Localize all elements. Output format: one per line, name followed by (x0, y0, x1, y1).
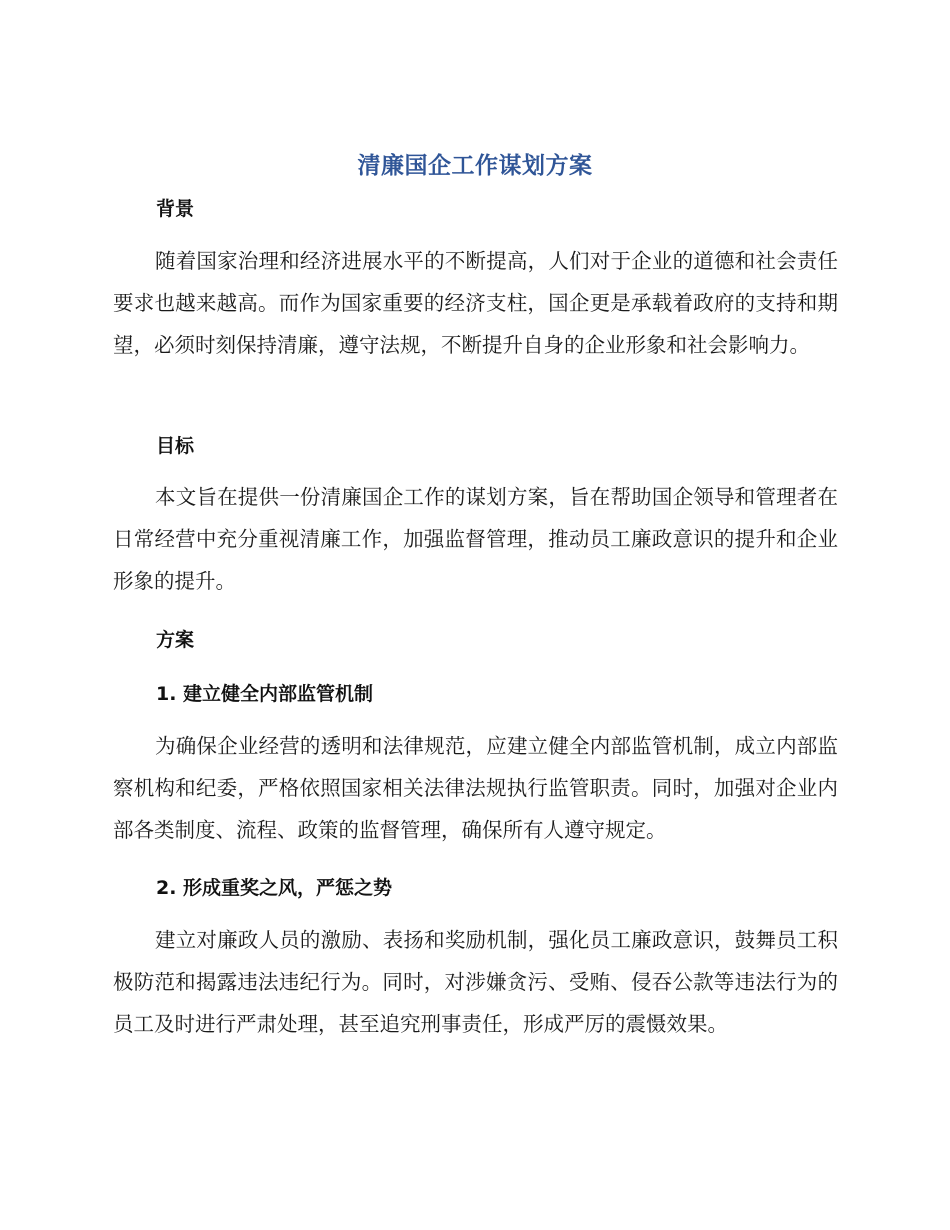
section-heading-background: 背景 (156, 198, 195, 220)
section-paragraph-background: 随着国家治理和经济进展水平的不断提高，人们对于企业的道德和社会责任要求也越来越高。而作为国家重要的经济支柱，国企更是承载着政府的支持和期望，必须时刻保持清廉，遵守法规，不断提升自身的企业形象和社会影响力。 (113, 249, 838, 357)
section-heading-goal: 目标 (156, 435, 195, 457)
page-title: 清廉国企工作谋划方案 (357, 153, 593, 179)
section-paragraph-plan-item-1: 为确保企业经营的透明和法律规范，应建立健全内部监管机制，成立内部监察机构和纪委，严格依照国家相关法律法规执行监管职责。同时，加强对企业内部各类制度、流程、政策的监督管理，确保所有人遵守规定。 (113, 734, 838, 842)
section-paragraph-goal: 本文旨在提供一份清廉国企工作的谋划方案，旨在帮助国企领导和管理者在日常经营中充分重视清廉工作，加强监督管理，推动员工廉政意识的提升和企业形象的提升。 (113, 485, 838, 593)
section-paragraph-plan-item-2: 建立对廉政人员的激励、表扬和奖励机制，强化员工廉政意识，鼓舞员工积极防范和揭露违法违纪行为。同时，对涉嫌贪污、受贿、侵吞公款等违法行为的员工及时进行严肃处理，甚至追究刑事责任，形成严厉的震慑效果。 (113, 928, 838, 1036)
section-heading-plan: 方案 (156, 629, 195, 651)
section-heading-plan-item-2: 2. 形成重奖之风，严惩之势 (156, 877, 393, 899)
section-heading-plan-item-1: 1. 建立健全内部监管机制 (156, 683, 374, 705)
